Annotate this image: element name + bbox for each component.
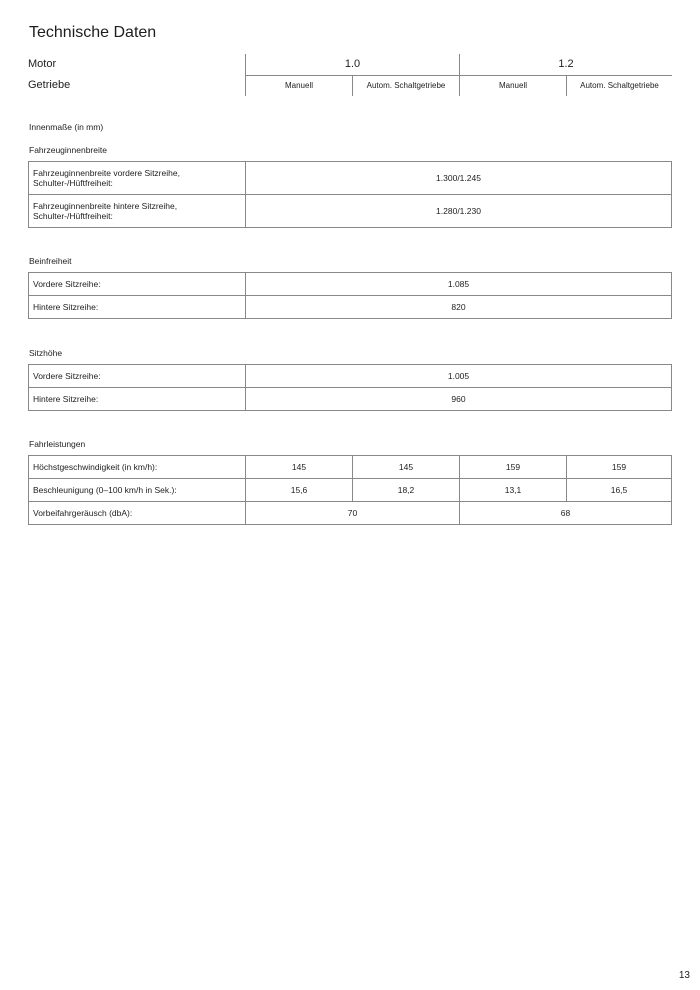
row-value: 960	[246, 388, 672, 411]
row-value: 145	[246, 456, 353, 479]
table-row	[29, 502, 672, 525]
label-line: Schulter-/Hüftfreiheit:	[33, 178, 113, 188]
label-line: Fahrzeuginnenbreite vordere Sitzreihe,	[33, 168, 180, 178]
table-row	[29, 195, 672, 228]
row-label: Vorbeifahrgeräusch (dbA):	[29, 502, 246, 525]
table-row	[29, 456, 672, 479]
row-label	[29, 162, 246, 195]
fahrleistungen-table	[28, 455, 672, 525]
page-number: 13	[678, 970, 690, 981]
row-value: 820	[246, 296, 672, 319]
beinfreiheit-table	[28, 272, 672, 319]
fahrzeuginnenbreite-table	[28, 161, 672, 228]
row-label	[29, 195, 246, 228]
getriebe-label: Getriebe	[28, 79, 71, 91]
row-value: 1.300/1.245	[246, 162, 672, 195]
row-label: Vordere Sitzreihe:	[29, 365, 246, 388]
page-title: Technische Daten	[29, 24, 157, 41]
table-row	[29, 273, 672, 296]
row-value: 18,2	[353, 479, 460, 502]
transmission-3: Manuell	[459, 75, 566, 96]
table-row	[29, 296, 672, 319]
getriebe-row	[28, 75, 672, 96]
row-value: 1.280/1.230	[246, 195, 672, 228]
motor-row	[28, 54, 672, 75]
row-value: 159	[460, 456, 567, 479]
sitzhoehe-heading: Sitzhöhe	[29, 348, 63, 358]
table-row	[29, 479, 672, 502]
transmission-4: Autom. Schaltgetriebe	[566, 75, 672, 96]
row-value: 1.085	[246, 273, 672, 296]
beinfreiheit-heading: Beinfreiheit	[29, 256, 72, 266]
row-value: 15,6	[246, 479, 353, 502]
row-value: 16,5	[567, 479, 672, 502]
row-value: 13,1	[460, 479, 567, 502]
row-value: 70	[246, 502, 460, 525]
row-label: Hintere Sitzreihe:	[29, 388, 246, 411]
engine-1-0: 1.0	[245, 54, 459, 75]
transmission-2: Autom. Schaltgetriebe	[352, 75, 459, 96]
row-label: Hintere Sitzreihe:	[29, 296, 246, 319]
row-value: 145	[353, 456, 460, 479]
row-value: 1.005	[246, 365, 672, 388]
fahrzeuginnenbreite-heading: Fahrzeuginnenbreite	[29, 145, 107, 155]
sitzhoehe-table	[28, 364, 672, 411]
table-row	[29, 162, 672, 195]
fahrleistungen-heading: Fahrleistungen	[29, 439, 86, 449]
table-row	[29, 388, 672, 411]
row-label: Beschleunigung (0–100 km/h in Sek.):	[29, 479, 246, 502]
innenmasse-heading: Innenmaße (in mm)	[29, 122, 104, 132]
row-value: 68	[460, 502, 672, 525]
table-row	[29, 365, 672, 388]
transmission-1: Manuell	[245, 75, 352, 96]
label-line: Fahrzeuginnenbreite hintere Sitzreihe,	[33, 201, 178, 211]
motor-label: Motor	[28, 58, 57, 70]
row-label: Höchstgeschwindigkeit (in km/h):	[29, 456, 246, 479]
engine-1-2: 1.2	[459, 54, 672, 75]
row-value: 159	[567, 456, 672, 479]
label-line: Schulter-/Hüftfreiheit:	[33, 211, 113, 221]
row-label: Vordere Sitzreihe:	[29, 273, 246, 296]
